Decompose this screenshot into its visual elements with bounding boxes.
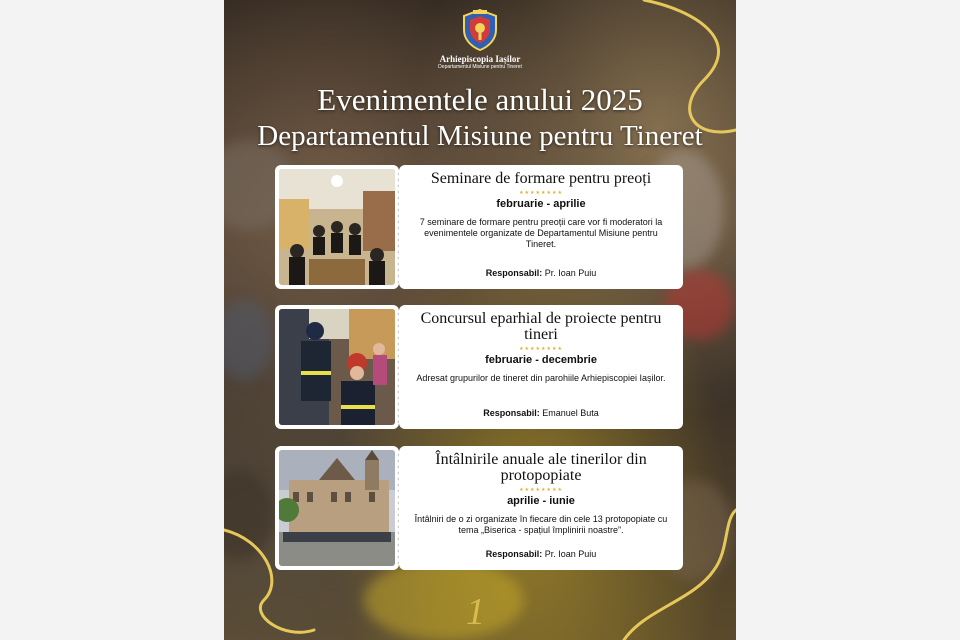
event-description: Adresat grupurilor de tineret din parohiile Arhiepiscopiei Iașilor. xyxy=(416,373,666,383)
event-card xyxy=(275,165,683,289)
event-info xyxy=(399,305,683,429)
stars-divider: ★★★★★★★★ xyxy=(519,487,563,493)
event-title: Seminare de formare pentru preoți xyxy=(430,170,652,187)
coat-of-arms-icon xyxy=(458,8,502,52)
event-responsible xyxy=(399,408,683,419)
event-period: februarie - decembrie xyxy=(485,354,597,366)
event-responsible xyxy=(399,268,683,279)
event-title: Întâlnirile anuale ale tinerilor din protopopiate xyxy=(435,451,647,484)
event-description: 7 seminare de formare pentru preoții care vor fi moderatori la evenimentele organizate de Departamentul Misiune pentru Tineret. xyxy=(419,217,663,249)
event-photo-frame xyxy=(275,305,399,429)
logo-name: Arhiepiscopia Iașilor xyxy=(439,54,521,64)
event-responsible xyxy=(399,549,683,560)
event-photo-frame xyxy=(275,165,399,289)
logo xyxy=(436,8,524,76)
firefighters-photo xyxy=(279,309,395,425)
responsible-name: Pr. Ioan Puiu xyxy=(544,268,597,278)
responsible-label: Responsabil: xyxy=(483,408,540,418)
palace-photo xyxy=(279,450,395,566)
event-info xyxy=(399,165,683,289)
event-period: februarie - aprilie xyxy=(496,198,586,210)
responsible-label: Responsabil: xyxy=(485,268,543,278)
event-title: Concursul eparhial de proiecte pentru tineri xyxy=(420,310,662,343)
logo-department: Departamentul Misiune pentru Tineret xyxy=(438,64,522,70)
stars-divider: ★★★★★★★★ xyxy=(519,190,563,196)
page-number: 1 xyxy=(466,591,485,633)
event-card xyxy=(275,305,683,429)
event-description: Întâlniri de o zi organizate în fiecare din cele 13 protopopiate cu tema „Biserica - spațiul împlinirii noastre”. xyxy=(414,514,668,535)
page-subtitle: Departamentul Misiune pentru Tineret xyxy=(257,120,703,152)
event-period: aprilie - iunie xyxy=(507,495,575,507)
event-photo-frame xyxy=(275,446,399,570)
page-title: Evenimentele anului 2025 xyxy=(317,82,643,117)
responsible-name: Pr. Ioan Puiu xyxy=(544,549,597,559)
poster xyxy=(224,0,736,640)
event-card xyxy=(275,446,683,570)
responsible-name: Emanuel Buta xyxy=(542,408,599,418)
seminar-photo xyxy=(279,169,395,285)
stars-divider: ★★★★★★★★ xyxy=(519,346,563,352)
event-info xyxy=(399,446,683,570)
responsible-label: Responsabil: xyxy=(485,549,543,559)
